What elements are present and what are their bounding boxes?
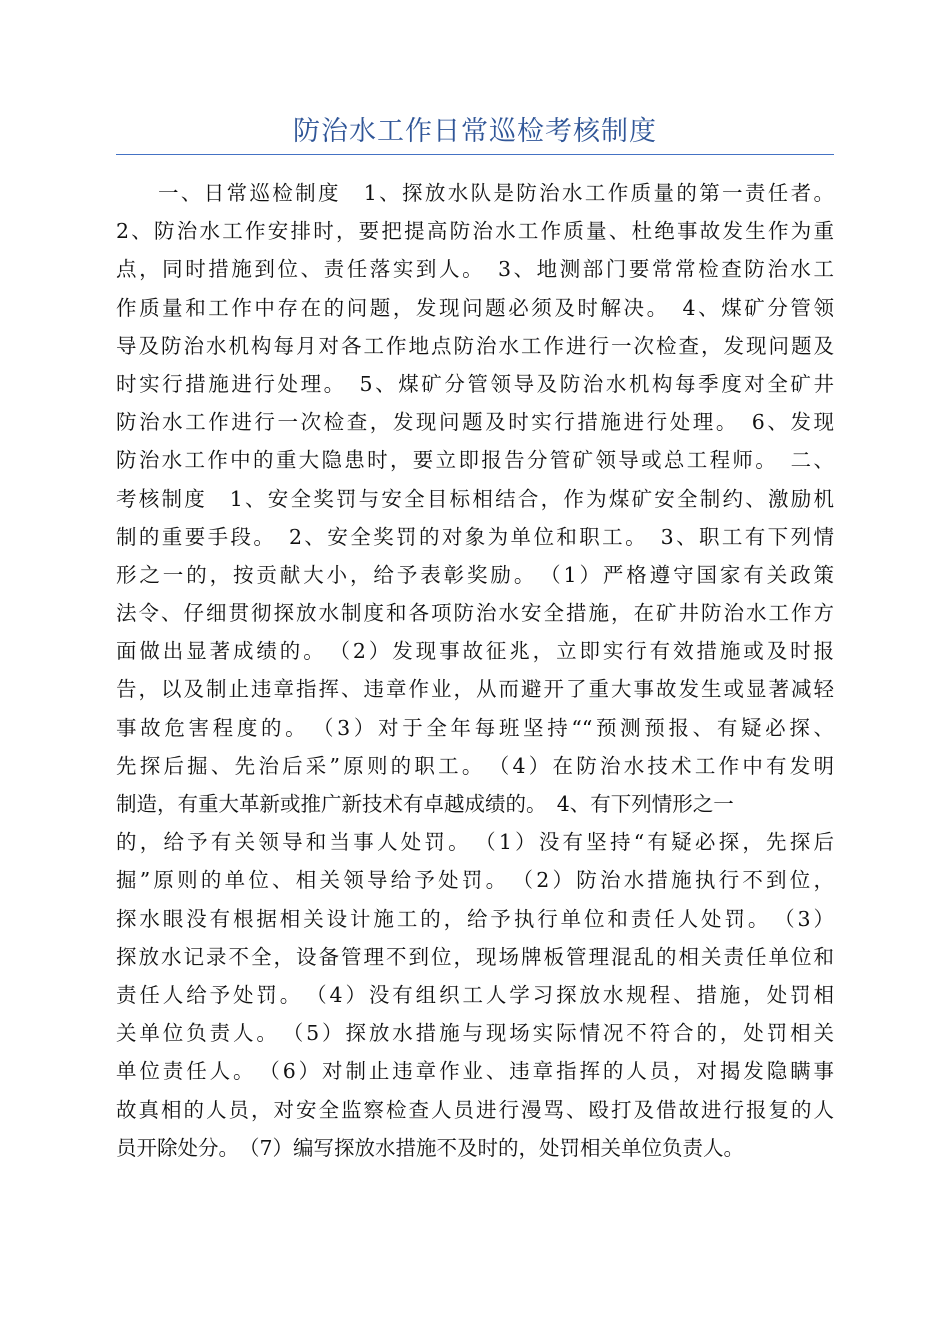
body-line: 防治水工作中的重大隐患时，要立即报告分管矿领导或总工程师。 二、 (116, 448, 834, 473)
body-line: 法令、仔细贯彻探放水制度和各项防治水安全措施，在矿井防治水工作方 (116, 601, 834, 626)
body-line: 一、日常巡检制度 1、探放水队是防治水工作质量的第一责任者。 (158, 181, 834, 205)
body-line: 单位责任人。 （6）对制止违章作业、违章指挥的人员，对揭发隐瞒事 (116, 1059, 834, 1084)
body-line: 考核制度 1、安全奖罚与安全目标相结合，作为煤矿安全制约、激励机 (116, 486, 834, 511)
body-line: 员开除处分。 （7）编写探放水措施不及时的，处罚相关单位负责人。 (116, 1135, 745, 1160)
body-line: 掘”原则的单位、相关领导给予处罚。 （2）防治水措施执行不到位， (116, 868, 834, 893)
body-line: 先探后掘、先治后采”原则的职工。 （4）在防治水技术工作中有发明 (116, 753, 834, 778)
body-line: 面做出显著成绩的。 （2）发现事故征兆，立即实行有效措施或及时报 (116, 639, 834, 664)
body-line: 告，以及制止违章指挥、违章作业，从而避开了重大事故发生或显著减轻 (116, 677, 834, 702)
body-line: 探水眼没有根据相关设计施工的，给予执行单位和责任人处罚。 （3） (116, 906, 834, 931)
body-line: 防治水工作进行一次检查，发现问题及时实行措施进行处理。 6、发现 (116, 410, 834, 435)
body-line: 责任人给予处罚。 （4）没有组织工人学习探放水规程、措施，处罚相 (116, 982, 834, 1007)
body-line: 2、防治水工作安排时，要把提高防治水工作质量、杜绝事故发生作为重 (116, 219, 834, 244)
body-line: 的，给予有关领导和当事人处罚。 （1）没有坚持“有疑必探，先探后 (116, 830, 834, 855)
body-line: 故真相的人员，对安全监察检查人员进行漫骂、殴打及借故进行报复的人 (116, 1097, 834, 1122)
document-body (116, 174, 834, 1167)
body-line: 事故危害程度的。 （3）对于全年每班坚持““预测预报、有疑必探、 (116, 715, 834, 740)
page-title: 防治水工作日常巡检考核制度 (293, 116, 657, 147)
body-line: 探放水记录不全，设备管理不到位，现场牌板管理混乱的相关责任单位和 (116, 944, 834, 969)
body-line: 制的重要手段。 2、安全奖罚的对象为单位和职工。 3、职工有下列情 (116, 524, 834, 549)
body-line: 形之一的，按贡献大小，给予表彰奖励。 （1）严格遵守国家有关政策 (116, 562, 834, 587)
title-underline (116, 154, 834, 155)
body-line: 点，同时措施到位、责任落实到人。 3、地测部门要常常检查防治水工 (116, 257, 834, 282)
body-line: 作质量和工作中存在的问题，发现问题必须及时解决。 4、煤矿分管领 (116, 295, 834, 320)
body-line: 导及防治水机构每月对各工作地点防治水工作进行一次检查，发现问题及 (116, 333, 834, 358)
body-line: 关单位负责人。 （5）探放水措施与现场实际情况不符合的，处罚相关 (116, 1021, 834, 1046)
body-line: 时实行措施进行处理。 5、煤矿分管领导及防治水机构每季度对全矿井 (116, 371, 834, 396)
body-line: 制造，有重大革新或推广新技术有卓越成绩的。 4、有下列情形之一 (116, 792, 734, 816)
